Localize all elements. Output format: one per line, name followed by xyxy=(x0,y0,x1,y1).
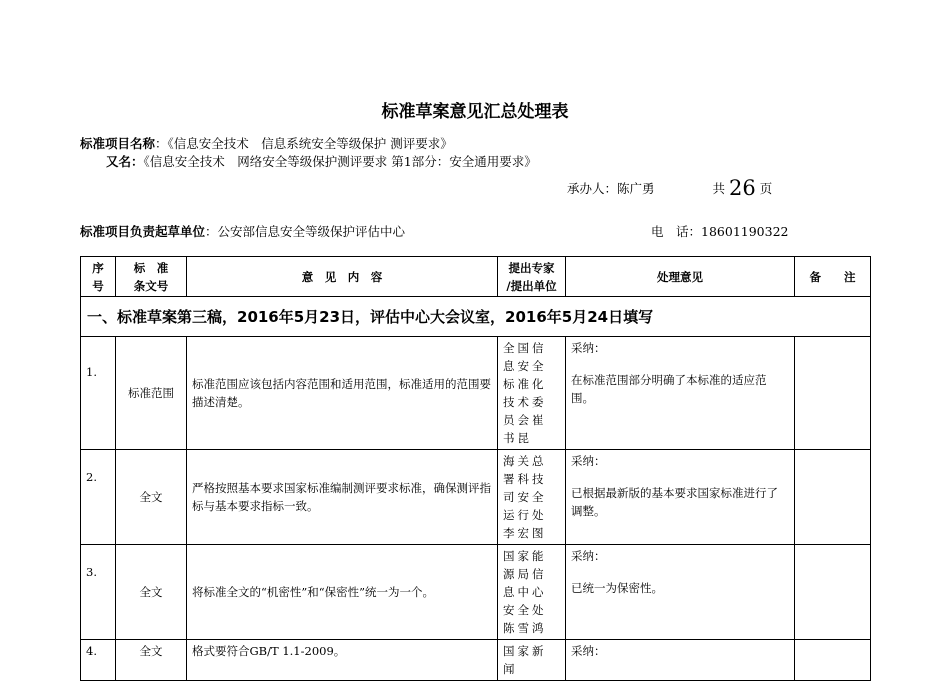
row-decision: 采纳： xyxy=(571,454,606,468)
drafting-unit-value: ：公安部信息安全等级保护评估中心 xyxy=(205,224,406,239)
project-alias-line xyxy=(106,152,537,170)
row-remarks xyxy=(795,337,871,450)
table-row xyxy=(81,337,871,450)
row-content: 标准范围应该包括内容范围和适用范围，标准适用的范围要描述清楚。 xyxy=(187,337,498,450)
header-proposer: 提出专家 /提出单位 xyxy=(498,257,566,297)
project-alias-value: 《信息安全技术 网络安全等级保护测评要求 第1部分：安全通用要求》 xyxy=(143,154,537,169)
total-pages: 26 xyxy=(729,176,756,200)
section-heading: 一、标准草案第三稿，2016年5月23日，评估中心大会议室，2016年5月24日填写 xyxy=(81,297,871,337)
header-handling: 处理意见 xyxy=(566,257,795,297)
row-detail: 已统一为保密性。 xyxy=(571,581,663,595)
project-name-line xyxy=(80,134,453,152)
section-row xyxy=(81,297,871,337)
row-proposer: 国家新闻 xyxy=(498,640,566,681)
row-remarks xyxy=(795,450,871,545)
table-row xyxy=(81,545,871,640)
row-content: 严格按照基本要求国家标准编制测评要求标准，确保测评指标与基本要求指标一致。 xyxy=(187,450,498,545)
row-detail: 在标准范围部分明确了本标准的适应范围。 xyxy=(571,373,767,405)
row-remarks xyxy=(795,545,871,640)
row-handling xyxy=(566,545,795,640)
row-remarks xyxy=(795,640,871,681)
row-detail: 已根据最新版的基本要求国家标准进行了调整。 xyxy=(571,486,778,518)
row-clause: 全文 xyxy=(116,545,187,640)
row-proposer: 海关总署科技司安全运行处李宏图 xyxy=(498,450,566,545)
table-row xyxy=(81,640,871,681)
comments-table xyxy=(80,256,871,681)
row-content: 格式要符合GB/T 1.1-2009。 xyxy=(187,640,498,681)
drafting-unit-line xyxy=(80,222,405,240)
row-handling xyxy=(566,450,795,545)
row-no: 2. xyxy=(81,450,116,545)
row-proposer: 国家能源局信息中心安全处陈雪鸿 xyxy=(498,545,566,640)
drafting-unit-label: 标准项目负责起草单位 xyxy=(80,224,206,239)
row-handling xyxy=(566,640,795,681)
row-content: 将标准全文的“机密性”和“保密性”统一为一个。 xyxy=(187,545,498,640)
row-no: 3. xyxy=(81,545,116,640)
project-name-value: ：《信息安全技术 信息系统安全等级保护 测评要求》 xyxy=(155,136,453,151)
project-name-label: 标准项目名称 xyxy=(80,136,156,151)
row-decision: 采纳： xyxy=(571,644,606,658)
row-decision: 采纳： xyxy=(571,341,606,355)
document-title: 标准草案意见汇总处理表 xyxy=(381,102,569,122)
handler-name: 陈广勇 xyxy=(617,181,655,196)
table-header-row xyxy=(81,257,871,297)
table-row xyxy=(81,450,871,545)
header-remarks: 备 注 xyxy=(795,257,871,297)
row-no: 4. xyxy=(81,640,116,681)
row-clause: 全文 xyxy=(116,450,187,545)
handler-label: 承办人： xyxy=(567,181,618,196)
row-proposer: 全国信息安全标准化技术委员会崔书昆 xyxy=(498,337,566,450)
phone-label: 电 话： xyxy=(651,224,702,239)
header-clause: 标 准 条文号 xyxy=(116,257,187,297)
row-no: 1. xyxy=(81,337,116,450)
row-handling xyxy=(566,337,795,450)
header-no: 序 号 xyxy=(81,257,116,297)
header-content: 意 见 内 容 xyxy=(187,257,498,297)
handler-line xyxy=(567,176,772,200)
row-decision: 采纳： xyxy=(571,549,606,563)
phone-value: 18601190322 xyxy=(701,224,789,239)
total-suffix: 页 xyxy=(759,181,773,196)
phone-line xyxy=(651,222,789,240)
total-prefix: 共 xyxy=(712,181,726,196)
project-alias-label: 又名： xyxy=(106,154,144,169)
row-clause: 全文 xyxy=(116,640,187,681)
row-clause: 标准范围 xyxy=(116,337,187,450)
